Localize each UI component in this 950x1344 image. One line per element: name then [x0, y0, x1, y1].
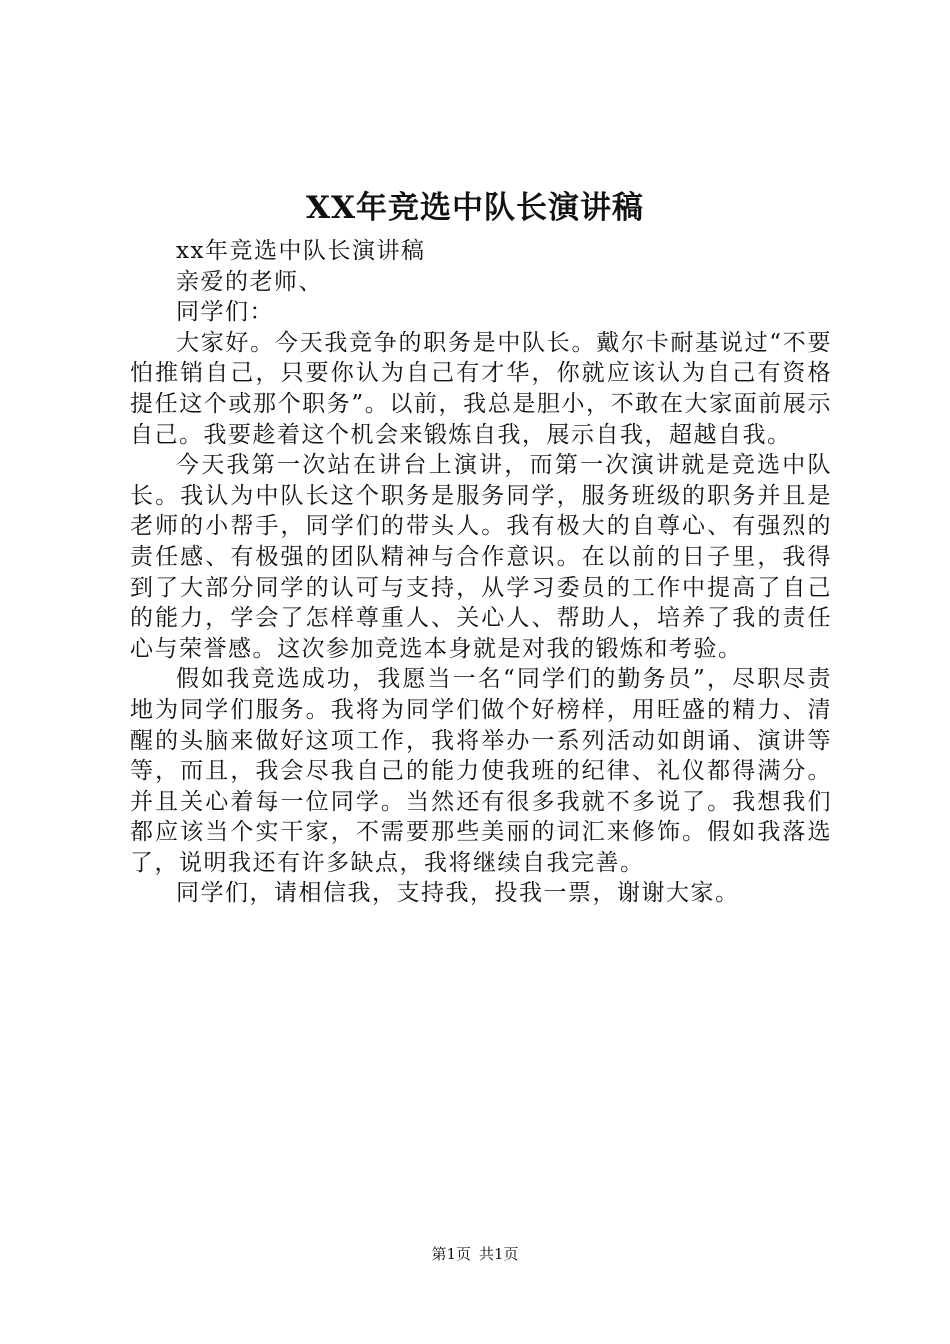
page-number: 第1页 [431, 1245, 471, 1263]
subtitle-line: xx年竞选中队长演讲稿 [176, 238, 426, 264]
paragraph-qualifications: 今天我第一次站在讲台上演讲，而第一次演讲就是竞选中队长。我认为中队长这个职务是服务同学，服务班级的职务并且是老师的小帮手，同学们的带头人。我有极大的自尊心、有强烈的责任感、有极强的团队精神与合作意识。在以前的日子里，我得到了大部分同学的认可与支持，从学习委员的工作中提高了自己的能力，学会了怎样尊重人、关心人、帮助人，培养了我的责任心与荣誉感。这次参加竞选本身就是对我的锻炼和考验。 [130, 452, 832, 662]
document-body [130, 236, 832, 909]
page-total: 共1页 [479, 1245, 519, 1263]
document-title: XX年竞选中队长演讲稿 [305, 190, 645, 226]
paragraph-intro: 大家好。今天我竞争的职务是中队长。戴尔卡耐基说过“不要怕推销自己，只要你认为自己有才华，你就应该认为自己有资格提任这个或那个职务”。以前，我总是胆小，不敢在大家面前展示自己。我要趁着这个机会来锻炼自我，展示自我，超越自我。 [130, 329, 832, 448]
paragraph-promises: 假如我竞选成功，我愿当一名“同学们的勤务员”，尽职尽责地为同学们服务。我将为同学们做个好榜样，用旺盛的精力、清醒的头脑来做好这项工作，我将举办一系列活动如朗诵、演讲等等，而且，我会尽我自己的能力使我班的纪律、礼仪都得满分。并且关心着每一位同学。当然还有很多我就不多说了。我想我们都应该当个实干家，不需要那些美丽的词汇来修饰。假如我落选了，说明我还有许多缺点，我将继续自我完善。 [130, 666, 832, 876]
salutation-classmates: 同学们： [176, 299, 274, 326]
page-footer [0, 1244, 950, 1264]
paragraph-closing: 同学们，请相信我，支持我，投我一票，谢谢大家。 [176, 880, 740, 907]
salutation-teachers: 亲爱的老师、 [176, 268, 323, 295]
